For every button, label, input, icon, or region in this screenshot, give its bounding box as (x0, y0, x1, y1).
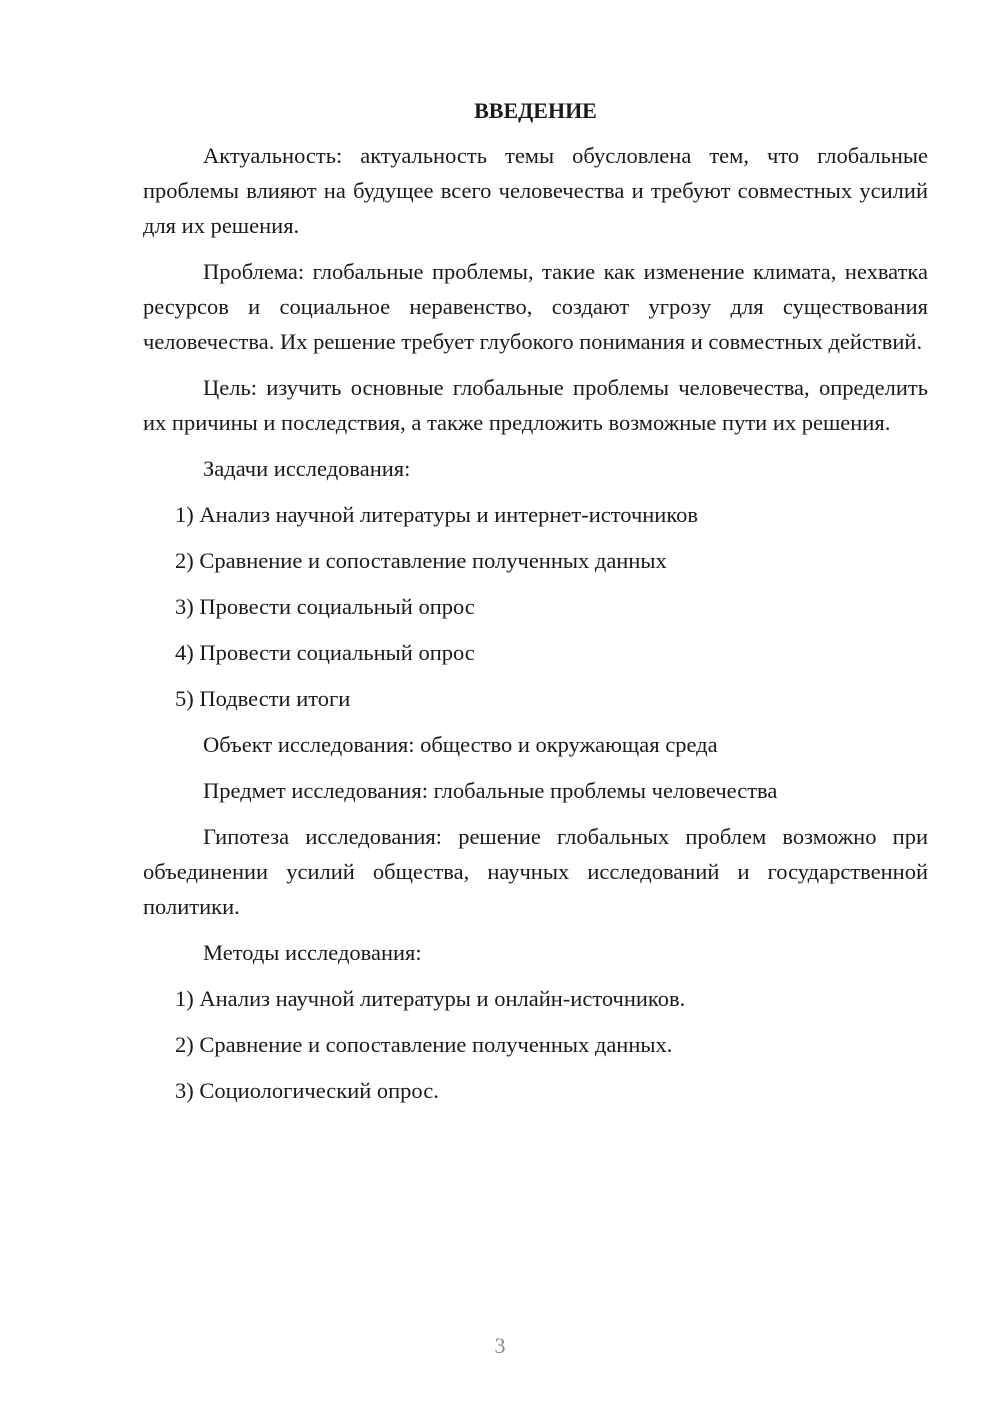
task-item: 5) Подвести итоги (175, 686, 351, 711)
task-item: 3) Провести социальный опрос (175, 594, 475, 619)
methods-heading: Методы исследования: (203, 940, 422, 965)
task-item: 1) Анализ научной литературы и интернет-источников (175, 502, 699, 527)
method-item: 2) Сравнение и сопоставление полученных данных. (175, 1032, 673, 1057)
hypothesis-paragraph: Гипотеза исследования: решение глобальных проблем возможно при объединении усилий общества, научных исследований и государственной политики. (143, 824, 928, 919)
tasks-heading: Задачи исследования: (203, 456, 411, 481)
page-number: 3 (494, 1333, 506, 1358)
relevance-paragraph: Актуальность: актуальность темы обусловлена тем, что глобальные проблемы влияют на будущее всего человечества и требуют совместных усилий для их решения. (143, 143, 928, 238)
page-content (143, 96, 928, 1119)
research-object: Объект исследования: общество и окружающая среда (203, 732, 718, 757)
research-subject: Предмет исследования: глобальные проблемы человечества (203, 778, 778, 803)
method-item: 1) Анализ научной литературы и онлайн-источников. (175, 986, 686, 1011)
task-item: 2) Сравнение и сопоставление полученных данных (175, 548, 667, 573)
page-title: ВВЕДЕНИЕ (474, 98, 597, 123)
task-item: 4) Провести социальный опрос (175, 640, 475, 665)
problem-paragraph: Проблема: глобальные проблемы, такие как изменение климата, нехватка ресурсов и социальное неравенство, создают угрозу для существования человечества. Их решение требует глубокого понимания и совместных действий. (143, 259, 928, 354)
method-item: 3) Социологический опрос. (175, 1078, 439, 1103)
goal-paragraph: Цель: изучить основные глобальные проблемы человечества, определить их причины и последствия, а также предложить возможные пути их решения. (143, 375, 928, 435)
